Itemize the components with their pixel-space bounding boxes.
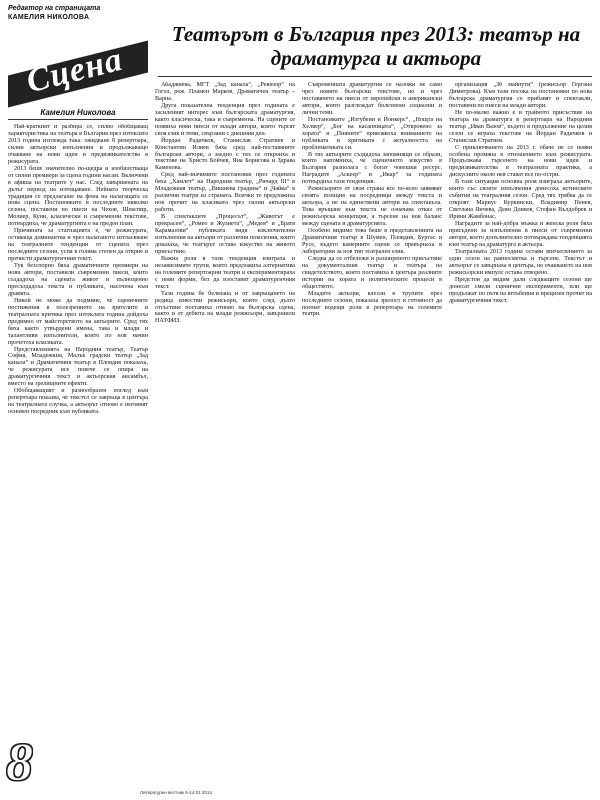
paragraph: Никой не може да подмине, че сценичните постижения в полезрението на зрителите и театралната критика през изтеклата година дойдоха предимно от майсторството на актьорите. Сред тях бяха както утвърдени имена, така и млади и талантливи изпълнители, които по нов начин прочетоха класиката. xyxy=(8,297,148,346)
article-column-1 xyxy=(8,124,148,788)
paragraph: Наградите за най-добра мъжка и женска роля бяха присъдени за изпълнения в пиеси от съвременни автори, което допълнително потвърждава тенденцията към театър на драматурга и актьора. xyxy=(449,221,592,248)
author-divider xyxy=(8,119,148,120)
paragraph: В тях актьорите създадоха запомнящи се образи, които напомниха, че сценичното изкуство в България разполага с богат човешки ресурс. Наградите „Аскеер“ и „Икар“ за годината потвърдиха тази тенденция. xyxy=(302,151,442,186)
paragraph: Най-краткият и разбира се, силно обобщаващ характеристика на театъра в България през изтеклата 2013 година изглежда така: ожидване 8 репертоара, силни актьорски изпълнения и продължаващо очакване на нови идеи и предизвикателства в режисурата. xyxy=(8,124,148,165)
paragraph: Друга показателна тенденция през годината е засиленият интерес към българската драматургия, както класическа, така и съвременна. На сцените се появиха нови пиеси от млади автори, които търсят своя език и теми, свързани с днешния ден. xyxy=(155,102,295,137)
paragraph: Представленията на Народния театър, Театър София, Младежкия, Малък градски театър „Зад канала“ и Драматичния театър в Пловдив показаха, че режисурата все повече се опира на драматургичния текст и актьорския ансамбъл, вместо на зрелищните ефекти. xyxy=(8,346,148,388)
paragraph: Предстои да видим дали следващите сезони ще донесат смели сценични експерименти, или ще продължат по пътя на вглъбения и прецизен прочит на драматургичния текст. xyxy=(449,276,592,304)
paragraph: В спектаклите „Процесът“, „Животът е прекрасен“, „Ромео и Жулиета“, „Медея“ и „Братя Карамазови“ публиката видя изключителни изпълнения на актьори от различни поколения, които доказаха, че театърът остава изкуство на живото присъствие. xyxy=(155,214,295,255)
paragraph: Тази година бе белязана и от завръщането на редица известни режисьори, които след дълго отсъствие поставиха отново на българска сцена, както и от дебюта на млади режисьори, завършили НАТФИЗ. xyxy=(155,290,295,325)
article-column-3 xyxy=(302,82,442,788)
paragraph: Тук безспорно бяха драматичните премиери на нови автори, поставили съвременни пиеси, които създадоха на сцената живот и пълноценно пресъздадоха текста и публиката, насочена към драмата. xyxy=(8,263,148,297)
paragraph: Младите актьори, влезли в трупите през последните сезони, показаха зрелост и готовност да поемат водещи роли в репертоара на големите театри. xyxy=(302,290,442,318)
article-author: Камелия Николова xyxy=(40,108,116,117)
article-headline: Театърът в България през 2013: театър на драматурга и актьора xyxy=(171,22,581,70)
paragraph: Важна роля в тази тенденция изиграха и независимите трупи, които предложиха алтернатива на големите репертоарни театри и експериментираха с нови форми, без да изоставят драматургичния текст. xyxy=(155,255,295,290)
paragraph: Театралната 2013 година остави впечатлението за един сезон на равносметка и търсене. Текстът и актьорът се завърнаха в центъра, но очакването на нов режисьорски импулс остава отворено. xyxy=(449,248,592,276)
footer-credit: Литературен вестник 8-14.01.2014 xyxy=(140,790,212,795)
section-logo xyxy=(8,40,148,101)
article-column-4 xyxy=(449,82,592,788)
paragraph: Особено видимо това беше в представленията на Драматичния театър в Шумен, Пловдив, Бургас и Русе, където камерните сцени се превърнаха в лаборатории за нов тип театрален език. xyxy=(302,228,442,255)
paragraph: Следва да се отбележи и разширеното присъствие на документалния театър и театъра на свидетелството, които поставиха в центъра реалните истории на хората и политическите процеси в обществото. xyxy=(302,255,442,290)
editor-label: Редактор на страницата xyxy=(8,5,101,12)
paragraph: организация „3б майнути“ (режисьор Гергана Димитрова). Към тази посока на постановки по нова българска драматургия се прибавят и спектакли, поставени по пиеси на млади автори. xyxy=(449,82,592,109)
paragraph: Причината за стагнацията е, че режисурата, оставаща доминантна и чрез налаганото изтласкване на театралните тенденции от сцената през последните сезони, успя в голяма степен да открие и пречисти драматургичния текст. xyxy=(8,228,148,263)
paragraph: 2013 беше значително по-щедра и изобилстваща от силни премиери за сцена години насам. Включени в афиша на театрите у нас. След завършената на дълъг период на изтощаване. Нейната творческа традиция се предлагаше на фона на налагащата се нова сцена. Постановките в последните няколко сезона, поставени по пиеси на Чехов, Шекспир, Молиер, Куни, класически и съвременни текстове, потвърдиха, че драматургията е на преден план. xyxy=(8,165,148,228)
article-column-2 xyxy=(155,82,295,788)
section-logo-word: Сцена xyxy=(22,40,127,101)
paragraph: Съвременната драматургия се наложи не само чрез новите български текстове, но и чрез поставянето на пиеси от европейски и американски автори, които разглеждат болезнени социални и лични теми. xyxy=(302,82,442,116)
paragraph: С приключването на 2013 г. обаче не се появи особена промяна в отношението към режисурата. Продължава търсенето на нови идеи и предизвикателства в театралната практика, а дискусиите около нея стават все по-остри. xyxy=(449,144,592,179)
paragraph: Не по-малко важно е и трайното присъствие на театъра на драматурга в репертоара на Народния театър „Иван Вазов“, където в продължение на целия сезон се играха текстове на Йордан Радичков и Станислав Стратиев. xyxy=(449,109,592,144)
paragraph: Сред най-значимите постановки през годината бяха „Хамлет“ на Народния театър, „Ричард III“ в Младежкия театър, „Вишнева градина“ и „Чайка“ в различни театри из страната. Всички те предложиха нов прочит на класиката чрез силни актьорски работи. xyxy=(155,172,295,214)
paragraph: Постановките „Изгубени в Йонкерс“, „Нощта на Хелвер“, „Бог на касапницата“, „Откровено за хората“ и „Пияните“ привлякоха вниманието на публиката и критиката с актуалността на проблематиката си. xyxy=(302,116,442,151)
paragraph: Йордан Радичков, Станислав Стратиев и Константин Илиев бяха сред най-поставяните български автори, а заедно с тях се откроиха и текстове на Христо Бойчев, Яна Борисова и Здрава Каменова. xyxy=(155,137,295,172)
editor-name: КАМЕЛИЯ НИКОЛОВА xyxy=(8,14,90,21)
paragraph: Режисьорите от своя страна все по-ясно заявяват своята позиция на посредници между текста и актьора, а не на единствени автори на спектакъла. Това връщане към текста не означава отказ от режисьорска концепция, а търсене на нов баланс между сцената и драматургията. xyxy=(302,186,442,228)
editor-credit xyxy=(8,4,148,22)
paragraph: В тази ситуация основна роля изиграха актьорите, които със своите изпълнения донесоха истинските събития на театралния сезон. Сред тях трябва да се откроят Мариус Куркински, Владимир Пенев, Светлана Янчева, Деян Донков, Стефан Вълдобрев и Ирини Жамбонас. xyxy=(449,179,592,221)
paragraph: Обобщаващият и разнообразен поглед към репертоара показва, че текстът се завръща в центъра на театралната случка, а актьорът отново е неговият основен посредник към публиката. xyxy=(8,388,148,416)
page-number: 8 xyxy=(6,732,33,792)
headline-divider xyxy=(158,76,592,77)
paragraph: Абаджиева, МГТ „Зад канала“, „Ревизор“ на Гогол, реж. Пламен Марков, Драматичен театър – Варна. xyxy=(155,82,295,102)
